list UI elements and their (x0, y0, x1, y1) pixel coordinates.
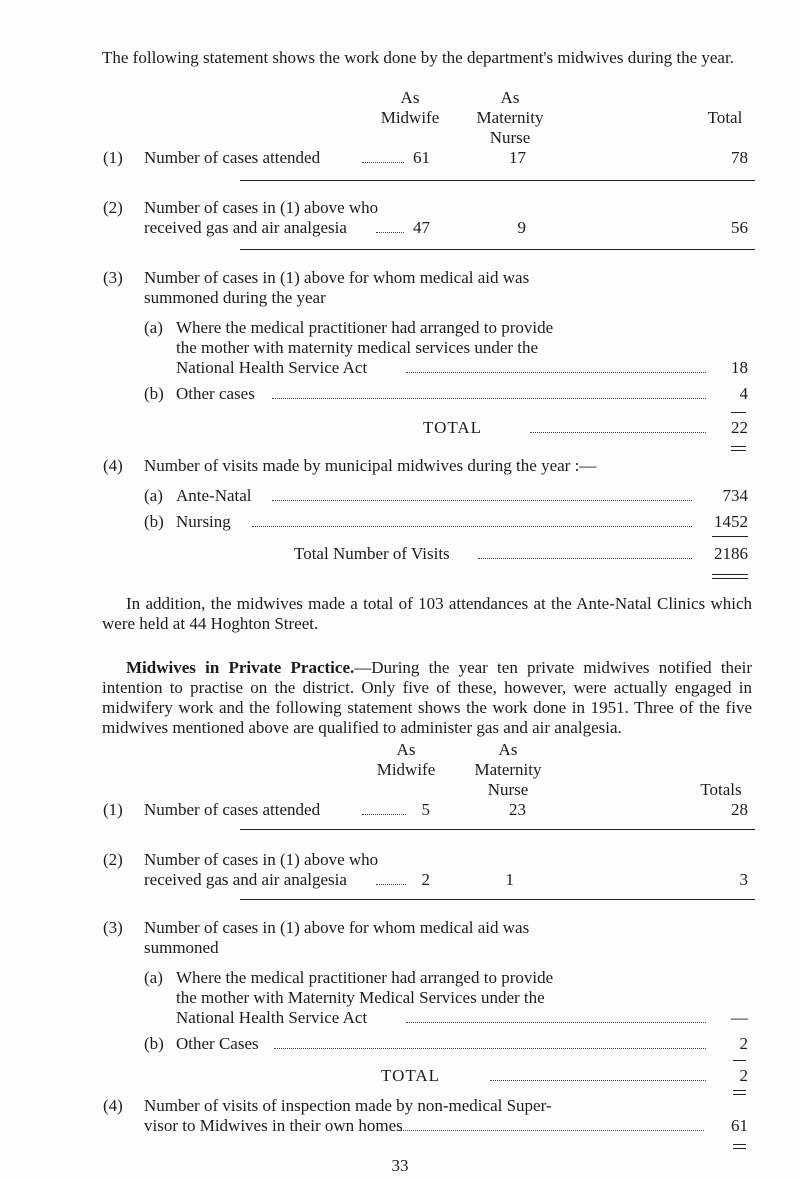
table-rule (240, 249, 755, 250)
sub-value: — (731, 1008, 748, 1027)
sub-label: Ante-Natal (176, 486, 252, 505)
sub-value: 18 (731, 358, 748, 377)
dot-leader (362, 162, 404, 163)
total-value: 3 (739, 870, 748, 889)
sub-label: Where the medical practitioner had arranged to provide (176, 318, 554, 337)
header-line: Nurse (489, 128, 531, 147)
total-double-rule (712, 574, 748, 579)
sub-label: Nursing (176, 512, 231, 531)
sum-rule (712, 536, 748, 537)
midwife-value: 5 (421, 800, 430, 819)
total-label: TOTAL (423, 418, 483, 437)
row-value: 61 (731, 1116, 748, 1135)
sub-label: Where the medical practitioner had arranged to provide (176, 968, 554, 987)
col-header-maternity (458, 740, 558, 800)
maternity-value: 17 (509, 148, 526, 167)
row-label: received gas and air analgesia (144, 218, 347, 237)
sum-rule (731, 412, 746, 413)
total-double-rule (733, 1144, 746, 1149)
total-double-rule (733, 1090, 746, 1095)
row-number: (2) (103, 850, 123, 869)
row-label: summoned during the year (144, 288, 326, 307)
col-header-maternity (460, 88, 560, 148)
row-label: Number of cases in (1) above for whom medical aid was (144, 918, 530, 937)
total-value: 78 (731, 148, 748, 167)
midwife-value: 2 (421, 870, 430, 889)
total-value: 2186 (714, 544, 748, 563)
row-number: (1) (103, 800, 123, 819)
header-line: Nurse (487, 780, 529, 799)
sub-number: (a) (144, 968, 163, 987)
row-number: (3) (103, 268, 123, 287)
dot-leader (406, 372, 706, 373)
dot-leader (490, 1080, 706, 1081)
private-practice-text: —During the year ten private midwives notified their intention to practise on the district. Only five of these, however, were actually engaged in midwifery work and the following statement shows the work done in 1951. Three of the five midwives mentioned above are qualified to administer gas and air analgesia. (102, 658, 752, 737)
sub-label: Other cases (176, 384, 255, 403)
col-header-total: Total (707, 108, 743, 127)
sub-number: (b) (144, 1034, 164, 1053)
midwife-value: 61 (413, 148, 430, 167)
sum-rule (733, 1060, 746, 1061)
row-label: summoned (144, 938, 219, 957)
sub-label: Other Cases (176, 1034, 259, 1053)
row-label: Number of visits made by municipal midwives during the year :— (144, 456, 597, 475)
row-number: (2) (103, 198, 123, 217)
header-line: As (396, 740, 416, 759)
header-line: As (500, 88, 520, 107)
sub-number: (b) (144, 512, 164, 531)
row-number: (3) (103, 918, 123, 937)
header-line: Midwife (376, 760, 436, 779)
maternity-value: 1 (505, 870, 514, 889)
sub-value: 2 (739, 1034, 748, 1053)
row-label: Number of visits of inspection made by non-medical Super- (144, 1096, 552, 1115)
maternity-value: 9 (517, 218, 526, 237)
table-rule (240, 829, 755, 830)
sub-label: the mother with maternity medical services under the (176, 338, 539, 357)
col-header-totals: Totals (700, 780, 742, 799)
row-number: (4) (103, 1096, 123, 1115)
col-header-midwife (370, 88, 450, 128)
sub-label: the mother with Maternity Medical Services under the (176, 988, 545, 1007)
sub-value: 4 (739, 384, 748, 403)
addition-paragraph (102, 594, 752, 634)
col-header-midwife (363, 740, 449, 780)
dot-leader (274, 1048, 706, 1049)
sub-label: National Health Service Act (176, 358, 368, 377)
row-label: Number of cases in (1) above for whom medical aid was (144, 268, 530, 287)
total-value: 22 (731, 418, 748, 437)
page-number: 33 (391, 1156, 409, 1175)
private-practice-paragraph (102, 658, 752, 738)
dot-leader (398, 1130, 704, 1131)
table-rule (240, 180, 755, 181)
dot-leader (406, 1022, 706, 1023)
total-double-rule (731, 446, 746, 451)
dot-leader (252, 526, 692, 527)
header-line: As (498, 740, 518, 759)
header-line: Maternity (474, 760, 542, 779)
row-label: Number of cases attended (144, 148, 321, 167)
midwife-value: 47 (413, 218, 430, 237)
sub-label: National Health Service Act (176, 1008, 368, 1027)
sub-number: (a) (144, 318, 163, 337)
sub-value: 1452 (714, 512, 748, 531)
header-line: Midwife (380, 108, 440, 127)
total-value: 2 (739, 1066, 748, 1085)
header-line: Maternity (476, 108, 544, 127)
addition-text: In addition, the midwives made a total of 103 attendances at the Ante-Natal Clinics which were held at 44 Hoghton Street. (102, 594, 752, 633)
total-label: Total Number of Visits (294, 544, 450, 563)
dot-leader (272, 500, 692, 501)
sub-number: (b) (144, 384, 164, 403)
row-number: (1) (103, 148, 123, 167)
row-label: Number of cases in (1) above who (144, 850, 379, 869)
total-label: TOTAL (381, 1066, 441, 1085)
intro-text: The following statement shows the work done by the department's midwives during the year. (102, 48, 734, 67)
row-label: Number of cases attended (144, 800, 321, 819)
dot-leader (272, 398, 706, 399)
header-line: As (400, 88, 420, 107)
sub-number: (a) (144, 486, 163, 505)
table-rule (240, 899, 755, 900)
maternity-value: 23 (509, 800, 526, 819)
row-label: visor to Midwives in their own homes (144, 1116, 403, 1135)
dot-leader (530, 432, 706, 433)
intro-paragraph (102, 48, 752, 68)
sub-value: 734 (722, 486, 748, 505)
private-practice-heading: Midwives in Private Practice. (126, 658, 355, 677)
row-label: Number of cases in (1) above who (144, 198, 379, 217)
dot-leader (478, 558, 692, 559)
total-value: 28 (731, 800, 748, 819)
row-number: (4) (103, 456, 123, 475)
row-label: received gas and air analgesia (144, 870, 347, 889)
total-value: 56 (731, 218, 748, 237)
